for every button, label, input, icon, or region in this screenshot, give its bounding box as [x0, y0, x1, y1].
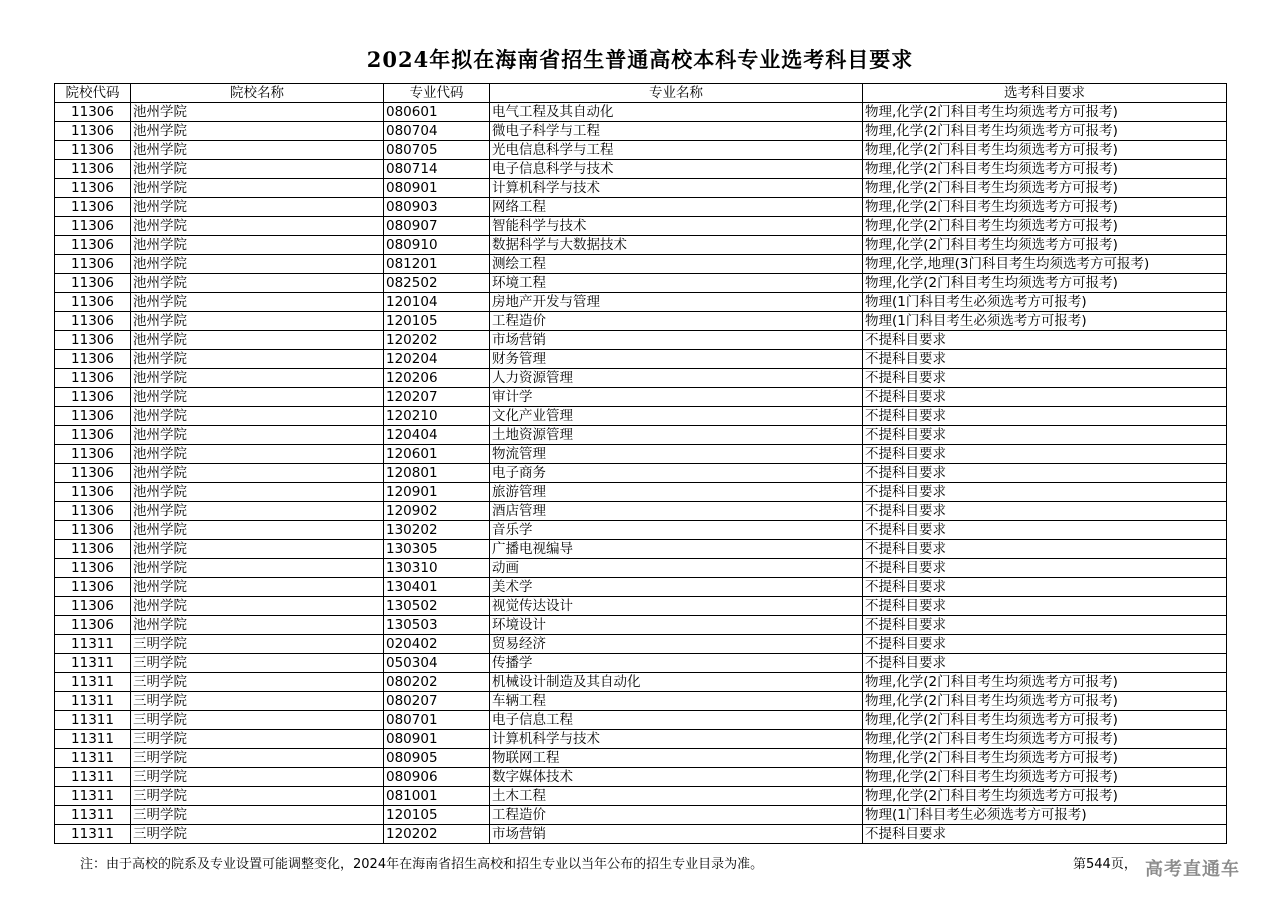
major-code-cell: 080901 [384, 730, 490, 749]
major-name-cell: 人力资源管理 [490, 369, 863, 388]
major-code-cell: 020402 [384, 635, 490, 654]
major-code-cell: 080907 [384, 217, 490, 236]
table-row [55, 768, 1227, 787]
school-code-cell: 11306 [55, 255, 131, 274]
table-row [55, 236, 1227, 255]
major-name-cell: 电子信息科学与技术 [490, 160, 863, 179]
subject-requirement-cell: 不提科目要求 [863, 540, 1227, 559]
major-name-cell: 环境设计 [490, 616, 863, 635]
table-row [55, 692, 1227, 711]
col-header-major-name: 专业名称 [490, 84, 863, 103]
subject-requirement-cell: 物理,化学(2门科目考生均须选考方可报考) [863, 730, 1227, 749]
subject-requirement-cell: 物理,化学,地理(3门科目考生均须选考方可报考) [863, 255, 1227, 274]
major-code-cell: 050304 [384, 654, 490, 673]
major-code-cell: 081201 [384, 255, 490, 274]
subject-requirement-cell: 物理,化学(2门科目考生均须选考方可报考) [863, 160, 1227, 179]
table-row [55, 255, 1227, 274]
subject-requirement-cell: 不提科目要求 [863, 407, 1227, 426]
school-name-cell: 三明学院 [131, 654, 384, 673]
subject-requirement-cell: 物理,化学(2门科目考生均须选考方可报考) [863, 141, 1227, 160]
major-code-cell: 080704 [384, 122, 490, 141]
major-code-cell: 080705 [384, 141, 490, 160]
school-name-cell: 池州学院 [131, 255, 384, 274]
major-code-cell: 120105 [384, 312, 490, 331]
table-row [55, 673, 1227, 692]
school-code-cell: 11306 [55, 426, 131, 445]
school-name-cell: 池州学院 [131, 198, 384, 217]
major-name-cell: 贸易经济 [490, 635, 863, 654]
school-code-cell: 11306 [55, 274, 131, 293]
table-row [55, 711, 1227, 730]
major-code-cell: 120901 [384, 483, 490, 502]
school-name-cell: 池州学院 [131, 597, 384, 616]
page-number: 第544页， [1073, 857, 1137, 872]
major-code-cell: 080601 [384, 103, 490, 122]
major-code-cell: 080714 [384, 160, 490, 179]
school-code-cell: 11306 [55, 407, 131, 426]
school-code-cell: 11306 [55, 198, 131, 217]
table-row [55, 559, 1227, 578]
subject-requirement-cell: 物理,化学(2门科目考生均须选考方可报考) [863, 692, 1227, 711]
school-code-cell: 11311 [55, 635, 131, 654]
major-name-cell: 酒店管理 [490, 502, 863, 521]
table-row [55, 293, 1227, 312]
subject-requirement-cell: 物理,化学(2门科目考生均须选考方可报考) [863, 103, 1227, 122]
col-header-major-code: 专业代码 [384, 84, 490, 103]
table-row [55, 464, 1227, 483]
major-name-cell: 市场营销 [490, 825, 863, 844]
subject-requirement-cell: 不提科目要求 [863, 597, 1227, 616]
school-name-cell: 池州学院 [131, 616, 384, 635]
major-name-cell: 广播电视编导 [490, 540, 863, 559]
subject-requirement-cell: 物理,化学(2门科目考生均须选考方可报考) [863, 236, 1227, 255]
school-code-cell: 11306 [55, 122, 131, 141]
major-code-cell: 120202 [384, 825, 490, 844]
major-code-cell: 130503 [384, 616, 490, 635]
school-name-cell: 三明学院 [131, 673, 384, 692]
major-name-cell: 网络工程 [490, 198, 863, 217]
major-code-cell: 120902 [384, 502, 490, 521]
school-code-cell: 11306 [55, 540, 131, 559]
school-name-cell: 池州学院 [131, 559, 384, 578]
major-name-cell: 电气工程及其自动化 [490, 103, 863, 122]
subject-requirement-cell: 不提科目要求 [863, 521, 1227, 540]
major-name-cell: 电子信息工程 [490, 711, 863, 730]
school-name-cell: 三明学院 [131, 787, 384, 806]
school-code-cell: 11306 [55, 179, 131, 198]
subject-requirement-cell: 不提科目要求 [863, 483, 1227, 502]
major-name-cell: 土地资源管理 [490, 426, 863, 445]
major-code-cell: 080906 [384, 768, 490, 787]
major-name-cell: 审计学 [490, 388, 863, 407]
table-row [55, 749, 1227, 768]
table-row [55, 217, 1227, 236]
subject-requirement-cell: 不提科目要求 [863, 464, 1227, 483]
school-code-cell: 11311 [55, 730, 131, 749]
major-name-cell: 计算机科学与技术 [490, 730, 863, 749]
subject-requirement-cell: 不提科目要求 [863, 825, 1227, 844]
subject-requirement-cell: 不提科目要求 [863, 635, 1227, 654]
table-row [55, 445, 1227, 464]
subject-requirement-cell: 不提科目要求 [863, 331, 1227, 350]
school-code-cell: 11306 [55, 369, 131, 388]
table-row [55, 635, 1227, 654]
school-name-cell: 池州学院 [131, 312, 384, 331]
school-code-cell: 11311 [55, 768, 131, 787]
table-row [55, 483, 1227, 502]
table-row [55, 578, 1227, 597]
school-name-cell: 池州学院 [131, 293, 384, 312]
major-name-cell: 电子商务 [490, 464, 863, 483]
school-code-cell: 11306 [55, 559, 131, 578]
school-code-cell: 11311 [55, 806, 131, 825]
table-row [55, 369, 1227, 388]
subject-requirement-cell: 物理,化学(2门科目考生均须选考方可报考) [863, 217, 1227, 236]
school-code-cell: 11306 [55, 141, 131, 160]
major-name-cell: 物流管理 [490, 445, 863, 464]
col-header-school-code: 院校代码 [55, 84, 131, 103]
major-code-cell: 080701 [384, 711, 490, 730]
school-name-cell: 池州学院 [131, 331, 384, 350]
major-code-cell: 130401 [384, 578, 490, 597]
subject-requirement-cell: 物理,化学(2门科目考生均须选考方可报考) [863, 768, 1227, 787]
table-row [55, 331, 1227, 350]
major-name-cell: 音乐学 [490, 521, 863, 540]
subject-requirement-cell: 物理,化学(2门科目考生均须选考方可报考) [863, 673, 1227, 692]
major-code-cell: 130310 [384, 559, 490, 578]
school-name-cell: 三明学院 [131, 730, 384, 749]
major-code-cell: 080903 [384, 198, 490, 217]
major-name-cell: 动画 [490, 559, 863, 578]
table-row [55, 540, 1227, 559]
school-code-cell: 11306 [55, 103, 131, 122]
major-name-cell: 美术学 [490, 578, 863, 597]
major-code-cell: 120105 [384, 806, 490, 825]
table-row [55, 198, 1227, 217]
school-name-cell: 池州学院 [131, 141, 384, 160]
subject-requirement-cell: 不提科目要求 [863, 654, 1227, 673]
major-code-cell: 080910 [384, 236, 490, 255]
major-code-cell: 120601 [384, 445, 490, 464]
school-code-cell: 11306 [55, 350, 131, 369]
major-name-cell: 环境工程 [490, 274, 863, 293]
school-name-cell: 池州学院 [131, 407, 384, 426]
table-row [55, 122, 1227, 141]
major-name-cell: 工程造价 [490, 806, 863, 825]
table-row [55, 787, 1227, 806]
major-name-cell: 数字媒体技术 [490, 768, 863, 787]
school-name-cell: 三明学院 [131, 711, 384, 730]
subject-requirement-cell: 不提科目要求 [863, 350, 1227, 369]
major-code-cell: 130202 [384, 521, 490, 540]
school-code-cell: 11306 [55, 464, 131, 483]
subject-requirement-cell: 不提科目要求 [863, 426, 1227, 445]
school-code-cell: 11306 [55, 293, 131, 312]
school-name-cell: 池州学院 [131, 179, 384, 198]
subject-requirement-cell: 不提科目要求 [863, 388, 1227, 407]
major-name-cell: 测绘工程 [490, 255, 863, 274]
table-row [55, 407, 1227, 426]
col-header-school-name: 院校名称 [131, 84, 384, 103]
major-name-cell: 光电信息科学与工程 [490, 141, 863, 160]
major-name-cell: 数据科学与大数据技术 [490, 236, 863, 255]
school-code-cell: 11306 [55, 483, 131, 502]
school-code-cell: 11306 [55, 236, 131, 255]
major-code-cell: 120202 [384, 331, 490, 350]
major-code-cell: 120206 [384, 369, 490, 388]
school-name-cell: 三明学院 [131, 768, 384, 787]
school-code-cell: 11306 [55, 388, 131, 407]
school-code-cell: 11306 [55, 445, 131, 464]
major-code-cell: 082502 [384, 274, 490, 293]
table-row [55, 179, 1227, 198]
school-name-cell: 池州学院 [131, 274, 384, 293]
major-code-cell: 080905 [384, 749, 490, 768]
school-code-cell: 11311 [55, 692, 131, 711]
table-row [55, 350, 1227, 369]
subject-requirement-cell: 物理(1门科目考生必须选考方可报考) [863, 806, 1227, 825]
school-code-cell: 11311 [55, 654, 131, 673]
school-name-cell: 池州学院 [131, 103, 384, 122]
school-name-cell: 池州学院 [131, 483, 384, 502]
school-name-cell: 池州学院 [131, 217, 384, 236]
subject-requirement-cell: 物理,化学(2门科目考生均须选考方可报考) [863, 749, 1227, 768]
subject-requirement-cell: 物理,化学(2门科目考生均须选考方可报考) [863, 179, 1227, 198]
school-name-cell: 池州学院 [131, 578, 384, 597]
major-name-cell: 市场营销 [490, 331, 863, 350]
school-name-cell: 三明学院 [131, 749, 384, 768]
school-code-cell: 11311 [55, 749, 131, 768]
subject-requirement-cell: 不提科目要求 [863, 559, 1227, 578]
school-code-cell: 11306 [55, 597, 131, 616]
school-name-cell: 三明学院 [131, 806, 384, 825]
table-row [55, 160, 1227, 179]
major-code-cell: 120207 [384, 388, 490, 407]
table-row [55, 616, 1227, 635]
major-name-cell: 工程造价 [490, 312, 863, 331]
subject-requirement-cell: 物理,化学(2门科目考生均须选考方可报考) [863, 122, 1227, 141]
school-code-cell: 11306 [55, 217, 131, 236]
subject-requirement-cell: 不提科目要求 [863, 616, 1227, 635]
school-code-cell: 11311 [55, 787, 131, 806]
table-row [55, 521, 1227, 540]
subject-requirement-cell: 不提科目要求 [863, 578, 1227, 597]
subject-requirement-cell: 不提科目要求 [863, 445, 1227, 464]
subject-requirement-cell: 物理,化学(2门科目考生均须选考方可报考) [863, 198, 1227, 217]
school-name-cell: 池州学院 [131, 445, 384, 464]
table-row [55, 141, 1227, 160]
table-row [55, 806, 1227, 825]
major-name-cell: 传播学 [490, 654, 863, 673]
subject-requirement-cell: 物理,化学(2门科目考生均须选考方可报考) [863, 274, 1227, 293]
school-code-cell: 11311 [55, 825, 131, 844]
subject-requirement-cell: 物理,化学(2门科目考生均须选考方可报考) [863, 787, 1227, 806]
major-code-cell: 080901 [384, 179, 490, 198]
major-name-cell: 计算机科学与技术 [490, 179, 863, 198]
subject-requirement-cell: 物理,化学(2门科目考生均须选考方可报考) [863, 711, 1227, 730]
footer-note: 注：由于高校的院系及专业设置可能调整变化，2024年在海南省招生高校和招生专业以当年公布的招生专业目录为准。 [80, 857, 764, 872]
table-body [55, 103, 1227, 844]
major-name-cell: 财务管理 [490, 350, 863, 369]
table-row [55, 426, 1227, 445]
subject-requirement-cell: 不提科目要求 [863, 502, 1227, 521]
watermark: 高考直通车 [1145, 859, 1240, 880]
major-code-cell: 120104 [384, 293, 490, 312]
col-header-subject-requirement: 选考科目要求 [863, 84, 1227, 103]
school-name-cell: 池州学院 [131, 350, 384, 369]
school-name-cell: 池州学院 [131, 426, 384, 445]
major-name-cell: 机械设计制造及其自动化 [490, 673, 863, 692]
school-name-cell: 池州学院 [131, 369, 384, 388]
table-row [55, 103, 1227, 122]
major-name-cell: 物联网工程 [490, 749, 863, 768]
school-name-cell: 三明学院 [131, 825, 384, 844]
table-row [55, 274, 1227, 293]
major-code-cell: 130305 [384, 540, 490, 559]
major-name-cell: 车辆工程 [490, 692, 863, 711]
table-row [55, 312, 1227, 331]
table-row [55, 654, 1227, 673]
school-code-cell: 11306 [55, 312, 131, 331]
school-code-cell: 11306 [55, 521, 131, 540]
table-row [55, 502, 1227, 521]
major-name-cell: 房地产开发与管理 [490, 293, 863, 312]
school-name-cell: 池州学院 [131, 502, 384, 521]
school-name-cell: 池州学院 [131, 122, 384, 141]
requirements-table [54, 83, 1227, 844]
school-name-cell: 三明学院 [131, 692, 384, 711]
school-name-cell: 池州学院 [131, 521, 384, 540]
school-name-cell: 三明学院 [131, 635, 384, 654]
subject-requirement-cell: 不提科目要求 [863, 369, 1227, 388]
table-row [55, 825, 1227, 844]
school-code-cell: 11306 [55, 502, 131, 521]
school-code-cell: 11306 [55, 331, 131, 350]
page-title: 2024年拟在海南省招生普通高校本科专业选考科目要求 [366, 47, 914, 72]
major-name-cell: 文化产业管理 [490, 407, 863, 426]
major-code-cell: 120404 [384, 426, 490, 445]
table-row [55, 730, 1227, 749]
major-code-cell: 080202 [384, 673, 490, 692]
school-name-cell: 池州学院 [131, 160, 384, 179]
school-code-cell: 11311 [55, 673, 131, 692]
school-name-cell: 池州学院 [131, 236, 384, 255]
table-row [55, 597, 1227, 616]
major-name-cell: 旅游管理 [490, 483, 863, 502]
major-code-cell: 120204 [384, 350, 490, 369]
subject-requirement-cell: 物理(1门科目考生必须选考方可报考) [863, 312, 1227, 331]
major-code-cell: 120210 [384, 407, 490, 426]
major-code-cell: 081001 [384, 787, 490, 806]
major-name-cell: 土木工程 [490, 787, 863, 806]
table-header-row [55, 84, 1227, 103]
subject-requirement-cell: 物理(1门科目考生必须选考方可报考) [863, 293, 1227, 312]
major-code-cell: 120801 [384, 464, 490, 483]
school-code-cell: 11311 [55, 711, 131, 730]
major-name-cell: 智能科学与技术 [490, 217, 863, 236]
school-code-cell: 11306 [55, 578, 131, 597]
school-name-cell: 池州学院 [131, 540, 384, 559]
major-name-cell: 微电子科学与工程 [490, 122, 863, 141]
major-name-cell: 视觉传达设计 [490, 597, 863, 616]
table-row [55, 388, 1227, 407]
school-name-cell: 池州学院 [131, 464, 384, 483]
school-name-cell: 池州学院 [131, 388, 384, 407]
major-code-cell: 130502 [384, 597, 490, 616]
school-code-cell: 11306 [55, 616, 131, 635]
school-code-cell: 11306 [55, 160, 131, 179]
major-code-cell: 080207 [384, 692, 490, 711]
